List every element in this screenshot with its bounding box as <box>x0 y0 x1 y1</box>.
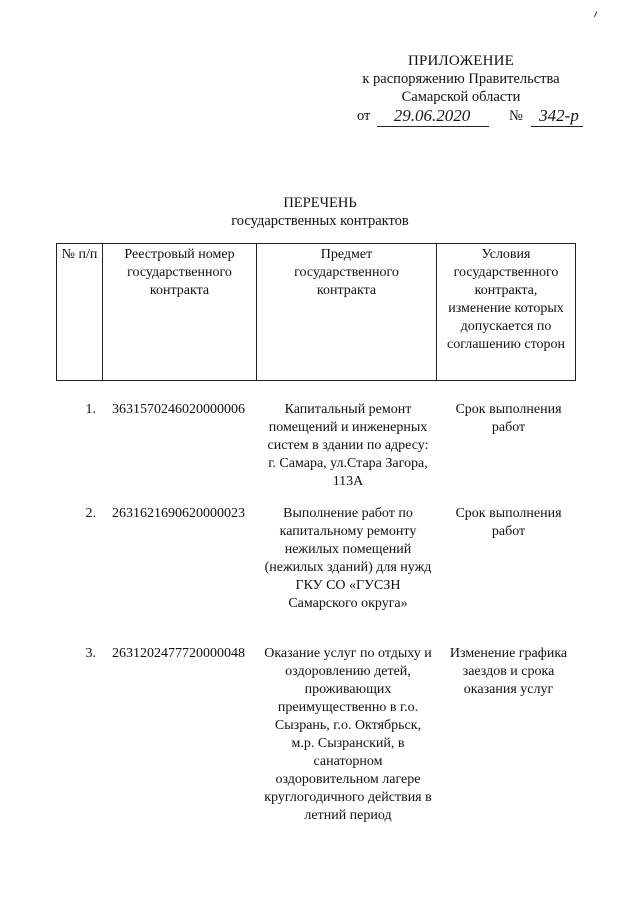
row-number: 3. <box>85 646 96 661</box>
row-subject: Оказание услуг по отдыху и оздоровлению детей, проживающих преимущественно в г.о. Сызрань, г.о. Октябрьск, м.р. Сызранский, в санаторном оздоровительном лагере круглогодичного действия в летний период <box>264 646 432 823</box>
table-row <box>56 645 576 835</box>
row-registry: 3631570246020000006 <box>112 402 245 417</box>
from-label: от <box>357 108 371 124</box>
row-registry: 2631621690620000023 <box>112 506 245 521</box>
number-label: № <box>509 108 523 124</box>
table-row <box>56 401 576 491</box>
header-registry: Реестровый номер государственного контракта <box>103 244 257 380</box>
row-subject: Капитальный ремонт помещений и инженерных систем в здании по адресу: г. Самара, ул.Стара Загора, 113А <box>267 402 429 489</box>
date-underline <box>377 126 489 127</box>
row-registry: 2631202477720000048 <box>112 646 245 661</box>
appendix-line-2: к распоряжению Правительства <box>362 71 560 87</box>
order-number: 342-р <box>539 106 579 125</box>
header-number: № п/п <box>57 244 103 380</box>
table-row <box>56 505 576 635</box>
document-subtitle: государственных контрактов <box>231 213 409 229</box>
row-subject: Выполнение работ по капитальному ремонту нежилых помещений (нежилых зданий) для нужд ГКУ СО «ГУСЗН Самарского округа» <box>264 506 432 611</box>
order-date: 29.06.2020 <box>393 106 471 125</box>
row-conditions: Срок выполнения работ <box>455 506 562 539</box>
row-conditions: Изменение графика заездов и срока оказания услуг <box>449 646 568 697</box>
appendix-block <box>336 52 586 106</box>
row-number: 1. <box>85 402 96 417</box>
order-reference <box>355 106 595 130</box>
document-title: ПЕРЕЧЕНЬ <box>283 195 357 211</box>
table-header <box>56 243 576 381</box>
document-title-block <box>150 194 490 230</box>
appendix-line-3: Самарской области <box>401 89 521 105</box>
header-subject: Предмет государственного контракта <box>257 244 437 380</box>
row-number: 2. <box>85 506 96 521</box>
appendix-title: ПРИЛОЖЕНИЕ <box>407 53 515 69</box>
row-conditions: Срок выполнения работ <box>455 402 562 435</box>
number-underline <box>531 126 583 127</box>
scan-mark <box>594 11 601 19</box>
header-conditions: Условия государственного контракта, изменение которых допускается по соглашению сторон <box>446 247 566 352</box>
